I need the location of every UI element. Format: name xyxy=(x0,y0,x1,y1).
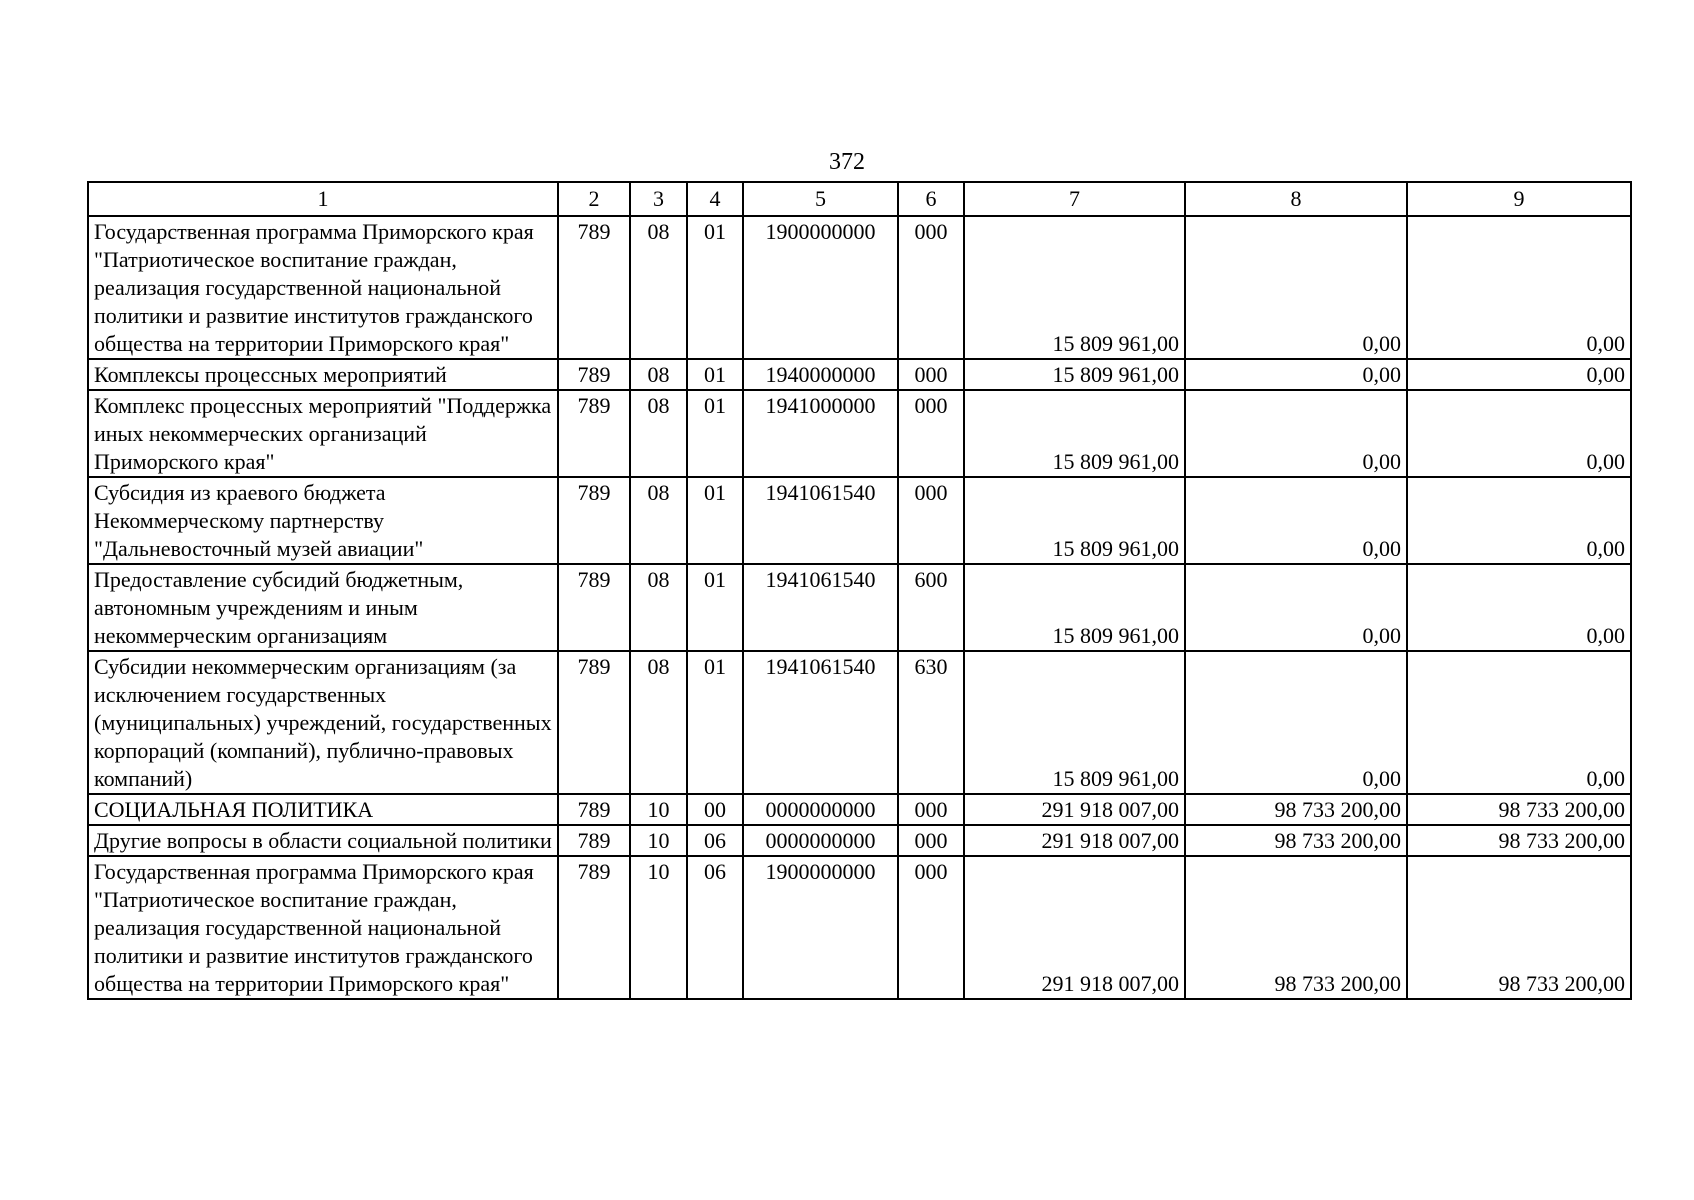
expense-type-cell: 000 xyxy=(898,794,964,825)
grbs-code-cell: 789 xyxy=(558,359,630,390)
amount-col9-cell: 98 733 200,00 xyxy=(1407,794,1631,825)
grbs-code-cell: 789 xyxy=(558,825,630,856)
amount-col9-cell: 0,00 xyxy=(1407,390,1631,477)
amount-col7-cell: 291 918 007,00 xyxy=(964,794,1185,825)
amount-col8-cell: 0,00 xyxy=(1185,390,1407,477)
column-header: 8 xyxy=(1185,182,1407,216)
target-article-cell: 1941061540 xyxy=(743,477,898,564)
row-name-cell: Субсидии некоммерческим организациям (за исключением государственных (муниципальных) учреждений, государственных корпораций (компаний), публично-правовых компаний) xyxy=(88,651,558,794)
table-row xyxy=(88,856,1631,999)
table-row xyxy=(88,564,1631,651)
section-code-cell: 10 xyxy=(630,825,687,856)
subsection-code-cell: 01 xyxy=(687,564,743,651)
grbs-code-cell: 789 xyxy=(558,651,630,794)
column-header: 9 xyxy=(1407,182,1631,216)
expense-type-cell: 000 xyxy=(898,856,964,999)
column-header: 3 xyxy=(630,182,687,216)
subsection-code-cell: 01 xyxy=(687,216,743,359)
expense-type-cell: 000 xyxy=(898,390,964,477)
section-code-cell: 08 xyxy=(630,564,687,651)
expense-type-cell: 630 xyxy=(898,651,964,794)
expense-type-cell: 000 xyxy=(898,359,964,390)
amount-col7-cell: 15 809 961,00 xyxy=(964,216,1185,359)
row-name-cell: Другие вопросы в области социальной политики xyxy=(88,825,558,856)
amount-col8-cell: 0,00 xyxy=(1185,564,1407,651)
row-name-cell: Государственная программа Приморского края "Патриотическое воспитание граждан, реализация государственной национальной политики и развитие институтов гражданского общества на территории Приморского края" xyxy=(88,216,558,359)
amount-col9-cell: 0,00 xyxy=(1407,216,1631,359)
table-row xyxy=(88,825,1631,856)
grbs-code-cell: 789 xyxy=(558,477,630,564)
row-name-cell: Комплекс процессных мероприятий "Поддержка иных некоммерческих организаций Приморского края" xyxy=(88,390,558,477)
grbs-code-cell: 789 xyxy=(558,856,630,999)
column-header: 1 xyxy=(88,182,558,216)
row-name-cell: Субсидия из краевого бюджета Некоммерческому партнерству "Дальневосточный музей авиации" xyxy=(88,477,558,564)
grbs-code-cell: 789 xyxy=(558,390,630,477)
section-code-cell: 08 xyxy=(630,651,687,794)
target-article-cell: 1941061540 xyxy=(743,651,898,794)
page-number: 372 xyxy=(829,149,865,175)
target-article-cell: 1941000000 xyxy=(743,390,898,477)
section-code-cell: 08 xyxy=(630,390,687,477)
table-row xyxy=(88,390,1631,477)
target-article-cell: 0000000000 xyxy=(743,825,898,856)
table-row xyxy=(88,359,1631,390)
subsection-code-cell: 01 xyxy=(687,359,743,390)
section-code-cell: 10 xyxy=(630,794,687,825)
section-code-cell: 08 xyxy=(630,216,687,359)
amount-col7-cell: 15 809 961,00 xyxy=(964,359,1185,390)
table-row xyxy=(88,216,1631,359)
expense-type-cell: 000 xyxy=(898,477,964,564)
amount-col9-cell: 0,00 xyxy=(1407,359,1631,390)
subsection-code-cell: 01 xyxy=(687,390,743,477)
amount-col8-cell: 0,00 xyxy=(1185,359,1407,390)
grbs-code-cell: 789 xyxy=(558,794,630,825)
grbs-code-cell: 789 xyxy=(558,216,630,359)
subsection-code-cell: 00 xyxy=(687,794,743,825)
column-header: 6 xyxy=(898,182,964,216)
amount-col7-cell: 15 809 961,00 xyxy=(964,651,1185,794)
amount-col7-cell: 15 809 961,00 xyxy=(964,564,1185,651)
target-article-cell: 1900000000 xyxy=(743,856,898,999)
amount-col7-cell: 291 918 007,00 xyxy=(964,856,1185,999)
table-row xyxy=(88,651,1631,794)
amount-col9-cell: 98 733 200,00 xyxy=(1407,856,1631,999)
amount-col8-cell: 98 733 200,00 xyxy=(1185,794,1407,825)
target-article-cell: 1941061540 xyxy=(743,564,898,651)
subsection-code-cell: 01 xyxy=(687,477,743,564)
amount-col8-cell: 0,00 xyxy=(1185,216,1407,359)
expense-type-cell: 000 xyxy=(898,216,964,359)
amount-col7-cell: 15 809 961,00 xyxy=(964,477,1185,564)
amount-col9-cell: 0,00 xyxy=(1407,477,1631,564)
column-header: 5 xyxy=(743,182,898,216)
amount-col9-cell: 0,00 xyxy=(1407,651,1631,794)
table-body xyxy=(88,182,1631,999)
target-article-cell: 0000000000 xyxy=(743,794,898,825)
target-article-cell: 1940000000 xyxy=(743,359,898,390)
column-header: 4 xyxy=(687,182,743,216)
subsection-code-cell: 06 xyxy=(687,825,743,856)
row-name-cell: СОЦИАЛЬНАЯ ПОЛИТИКА xyxy=(88,794,558,825)
row-name-cell: Государственная программа Приморского края "Патриотическое воспитание граждан, реализация государственной национальной политики и развитие институтов гражданского общества на территории Приморского края" xyxy=(88,856,558,999)
grbs-code-cell: 789 xyxy=(558,564,630,651)
amount-col8-cell: 98 733 200,00 xyxy=(1185,825,1407,856)
budget-table xyxy=(87,181,1632,1000)
amount-col8-cell: 0,00 xyxy=(1185,651,1407,794)
row-name-cell: Предоставление субсидий бюджетным, автономным учреждениям и иным некоммерческим организациям xyxy=(88,564,558,651)
section-code-cell: 08 xyxy=(630,477,687,564)
amount-col9-cell: 98 733 200,00 xyxy=(1407,825,1631,856)
subsection-code-cell: 01 xyxy=(687,651,743,794)
amount-col8-cell: 98 733 200,00 xyxy=(1185,856,1407,999)
column-header: 7 xyxy=(964,182,1185,216)
amount-col7-cell: 15 809 961,00 xyxy=(964,390,1185,477)
table-row xyxy=(88,477,1631,564)
expense-type-cell: 000 xyxy=(898,825,964,856)
subsection-code-cell: 06 xyxy=(687,856,743,999)
amount-col8-cell: 0,00 xyxy=(1185,477,1407,564)
column-header: 2 xyxy=(558,182,630,216)
amount-col9-cell: 0,00 xyxy=(1407,564,1631,651)
row-name-cell: Комплексы процессных мероприятий xyxy=(88,359,558,390)
section-code-cell: 10 xyxy=(630,856,687,999)
amount-col7-cell: 291 918 007,00 xyxy=(964,825,1185,856)
table-row xyxy=(88,794,1631,825)
expense-type-cell: 600 xyxy=(898,564,964,651)
table-header-row xyxy=(88,182,1631,216)
target-article-cell: 1900000000 xyxy=(743,216,898,359)
section-code-cell: 08 xyxy=(630,359,687,390)
